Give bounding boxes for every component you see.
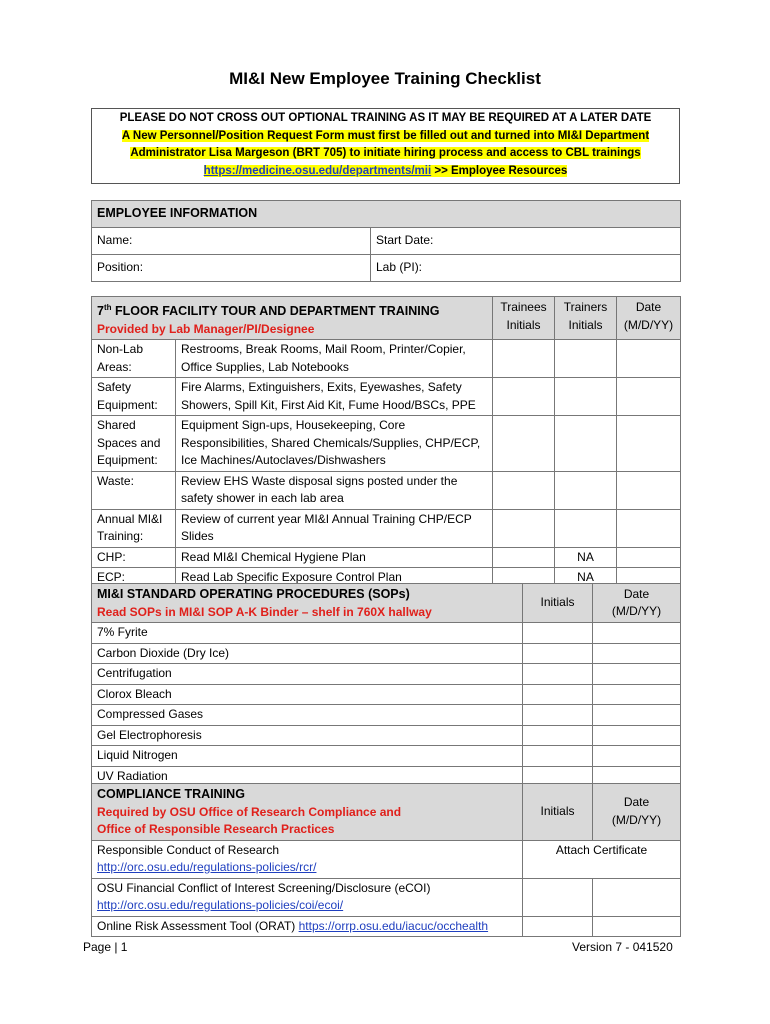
trainers-initials-header: Trainers Initials — [555, 297, 617, 340]
compliance-initials-cell[interactable] — [523, 916, 593, 937]
compliance-initials-cell[interactable] — [523, 878, 593, 916]
tour-row-description: Read MI&I Chemical Hygiene Plan — [176, 547, 493, 568]
sop-initials-cell[interactable] — [523, 725, 593, 746]
sop-initials-header: Initials — [523, 584, 593, 623]
position-field[interactable]: Position: — [92, 255, 371, 282]
notice-box — [91, 108, 680, 184]
trainer-initials-cell[interactable]: NA — [555, 547, 617, 568]
tour-row — [92, 378, 681, 416]
trainee-initials-cell[interactable] — [493, 340, 555, 378]
trainer-initials-cell[interactable] — [555, 471, 617, 509]
trainer-initials-cell[interactable]: NA — [555, 568, 617, 589]
tour-row-label: Non-Lab Areas: — [92, 340, 176, 378]
date-header: Date (M/D/YY) — [617, 297, 681, 340]
facility-tour-header: 7th FLOOR FACILITY TOUR AND DEPARTMENT TRAINING Provided by Lab Manager/PI/Designee — [92, 297, 493, 340]
tour-row — [92, 509, 681, 547]
compliance-item: Responsible Conduct of Research http://orc.osu.edu/regulations-policies/rcr/ — [92, 840, 523, 878]
page-number: Page | 1 — [83, 940, 128, 954]
employee-information-table — [91, 200, 681, 282]
tour-row-description: Review of current year MI&I Annual Training CHP/ECP Slides — [176, 509, 493, 547]
trainees-initials-header: Trainees Initials — [493, 297, 555, 340]
tour-row-description: Fire Alarms, Extinguishers, Exits, Eyewashes, Safety Showers, Spill Kit, First Aid Kit, Fume Hood/BSCs, PPE — [176, 378, 493, 416]
sop-date-cell[interactable] — [593, 705, 681, 726]
employee-information-header: EMPLOYEE INFORMATION — [92, 201, 681, 228]
sop-item-label: Clorox Bleach — [92, 684, 523, 705]
compliance-item: OSU Financial Conflict of Interest Screening/Disclosure (eCOI) http://orc.osu.edu/regulations-policies/coi/ecoi/ — [92, 878, 523, 916]
trainer-initials-cell[interactable] — [555, 378, 617, 416]
name-field[interactable]: Name: — [92, 228, 371, 255]
version-label: Version 7 - 041520 — [572, 940, 673, 954]
page-title: MI&I New Employee Training Checklist — [229, 69, 541, 88]
sop-row — [92, 725, 681, 746]
compliance-link[interactable]: https://orrp.osu.edu/iacuc/occhealth — [298, 918, 489, 933]
sop-row — [92, 664, 681, 685]
sop-item-label: 7% Fyrite — [92, 623, 523, 644]
trainee-initials-cell[interactable] — [493, 378, 555, 416]
compliance-header: COMPLIANCE TRAINING Required by OSU Office of Research Compliance and Office of Responsible Research Practices — [92, 784, 523, 841]
sop-row — [92, 623, 681, 644]
compliance-date-cell[interactable] — [593, 878, 681, 916]
compliance-table — [91, 783, 681, 937]
lab-pi-field[interactable]: Lab (PI): — [371, 255, 681, 282]
sop-date-cell[interactable] — [593, 643, 681, 664]
tour-row-label: Waste: — [92, 471, 176, 509]
sop-item-label: UV Radiation — [92, 766, 523, 787]
sop-subheader: Read SOPs in MI&I SOP A-K Binder – shelf in 760X hallway — [97, 604, 432, 619]
sop-table — [91, 583, 681, 787]
sop-item-label: Carbon Dioxide (Dry Ice) — [92, 643, 523, 664]
sop-row — [92, 705, 681, 726]
trainee-initials-cell[interactable] — [493, 547, 555, 568]
start-date-field[interactable]: Start Date: — [371, 228, 681, 255]
compliance-initials-header: Initials — [523, 784, 593, 841]
trainer-initials-cell[interactable] — [555, 340, 617, 378]
department-link[interactable]: https://medicine.osu.edu/departments/mii — [203, 164, 432, 177]
sop-date-header: Date (M/D/YY) — [593, 584, 681, 623]
compliance-date-header: Date (M/D/YY) — [593, 784, 681, 841]
sop-item-label: Centrifugation — [92, 664, 523, 685]
facility-tour-table — [91, 296, 681, 589]
compliance-link[interactable]: http://orc.osu.edu/regulations-policies/coi/ecoi/ — [97, 898, 344, 912]
tour-row — [92, 416, 681, 472]
tour-date-cell[interactable] — [617, 547, 681, 568]
tour-row-description: Review EHS Waste disposal signs posted under the safety shower in each lab area — [176, 471, 493, 509]
sop-row — [92, 643, 681, 664]
sop-date-cell[interactable] — [593, 746, 681, 767]
tour-row — [92, 471, 681, 509]
trainer-initials-cell[interactable] — [555, 416, 617, 472]
sop-initials-cell[interactable] — [523, 684, 593, 705]
compliance-row — [92, 840, 681, 878]
facility-tour-subheader: Provided by Lab Manager/PI/Designee — [97, 321, 315, 336]
tour-row-description: Restrooms, Break Rooms, Mail Room, Printer/Copier, Office Supplies, Lab Notebooks — [176, 340, 493, 378]
trainee-initials-cell[interactable] — [493, 471, 555, 509]
tour-row-label: CHP: — [92, 547, 176, 568]
compliance-item: Online Risk Assessment Tool (ORAT) https://orrp.osu.edu/iacuc/occhealth — [92, 916, 523, 937]
sop-header: MI&I STANDARD OPERATING PROCEDURES (SOPs) Read SOPs in MI&I SOP A-K Binder – shelf in 760X hallway — [92, 584, 523, 623]
trainee-initials-cell[interactable] — [493, 416, 555, 472]
sop-initials-cell[interactable] — [523, 705, 593, 726]
sop-row — [92, 746, 681, 767]
sop-date-cell[interactable] — [593, 725, 681, 746]
tour-date-cell[interactable] — [617, 416, 681, 472]
sop-row — [92, 684, 681, 705]
notice-line-request-form: A New Personnel/Position Request Form must first be filled out and turned into MI&I Department — [121, 129, 650, 142]
tour-row-label: Annual MI&I Training: — [92, 509, 176, 547]
sop-initials-cell[interactable] — [523, 623, 593, 644]
compliance-link[interactable]: http://orc.osu.edu/regulations-policies/rcr/ — [97, 860, 317, 874]
tour-row — [92, 340, 681, 378]
tour-date-cell[interactable] — [617, 509, 681, 547]
compliance-date-cell[interactable] — [593, 916, 681, 937]
notice-line-administrator: Administrator Lisa Margeson (BRT 705) to initiate hiring process and access to CBL trainings — [130, 147, 641, 159]
tour-row-description: Equipment Sign-ups, Housekeeping, Core Responsibilities, Shared Chemicals/Supplies, CHP/ECP, Ice Machines/Autoclaves/Dishwashers — [176, 416, 493, 472]
sop-date-cell[interactable] — [593, 684, 681, 705]
sop-initials-cell[interactable] — [523, 664, 593, 685]
attach-certificate-cell[interactable]: Attach Certificate — [523, 840, 681, 878]
tour-row-label: Safety Equipment: — [92, 378, 176, 416]
sop-date-cell[interactable] — [593, 664, 681, 685]
notice-line-optional: PLEASE DO NOT CROSS OUT OPTIONAL TRAINING AS IT MAY BE REQUIRED AT A LATER DATE — [119, 112, 652, 124]
trainer-initials-cell[interactable] — [555, 509, 617, 547]
tour-date-cell[interactable] — [617, 378, 681, 416]
sop-initials-cell[interactable] — [523, 746, 593, 767]
employee-resources-text: >> Employee Resources — [431, 164, 568, 177]
tour-date-cell[interactable] — [617, 471, 681, 509]
tour-row-description: Read Lab Specific Exposure Control Plan — [176, 568, 493, 589]
sop-item-label: Gel Electrophoresis — [92, 725, 523, 746]
tour-row — [92, 547, 681, 568]
sop-date-cell[interactable] — [593, 623, 681, 644]
compliance-row — [92, 878, 681, 916]
sop-initials-cell[interactable] — [523, 643, 593, 664]
tour-row-label: Shared Spaces and Equipment: — [92, 416, 176, 472]
compliance-row — [92, 916, 681, 937]
tour-row-label: ECP: — [92, 568, 176, 589]
sop-item-label: Liquid Nitrogen — [92, 746, 523, 767]
trainee-initials-cell[interactable] — [493, 509, 555, 547]
tour-date-cell[interactable] — [617, 340, 681, 378]
sop-item-label: Compressed Gases — [92, 705, 523, 726]
